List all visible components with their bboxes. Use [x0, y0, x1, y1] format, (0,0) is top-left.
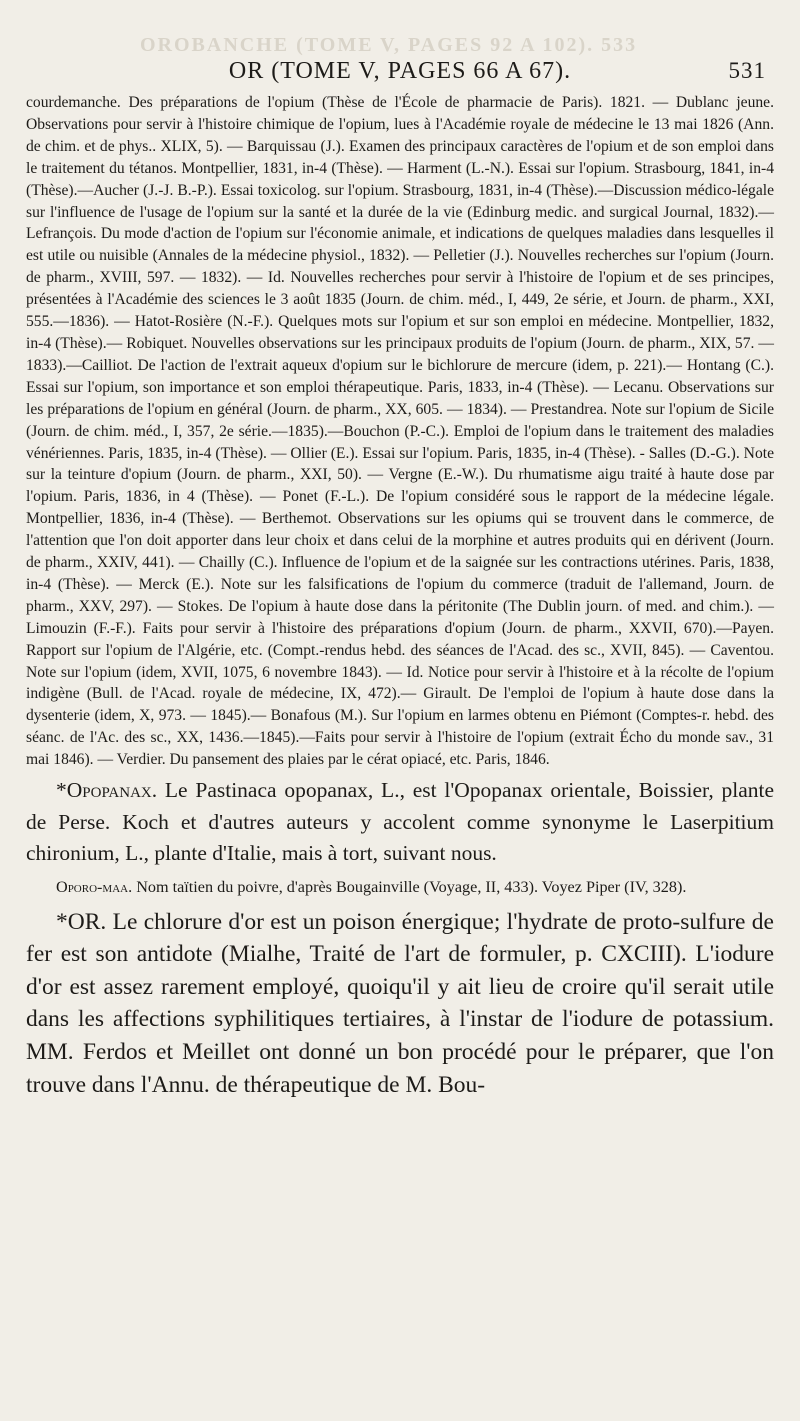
entry-text-opopanax: Le Pastinaca opopanax, L., est l'Opopanax orientale, Boissier, plante de Perse. Koch et d'autres auteurs y accolent comme synonyme le Laserpitium chironium, L., plante d'Italie, mais à tort, suivant nous.	[26, 778, 775, 866]
entry-head-or: *OR.	[56, 908, 107, 935]
entry-text-or: Le chlorure d'or est un poison énergique; l'hydrate de proto-sulfure de fer est son antidote (Mialhe, Traité de l'art de formuler, p. CXCIII). L'iodure d'or est assez rarement employé, quoiqu'il y ait lieu de croire qu'il serait utile dans les affections syphilitiques tertiaires, à l'instar de l'iodure de potassium. MM. Ferdos et Meillet ont donné un bon procédé pour le préparer, que l'on trouve dans l'Annu. de thérapeutique de M. Bou-	[26, 908, 774, 1098]
page-header	[26, 58, 774, 92]
entry-or	[26, 906, 774, 1102]
running-title: OR (TOME V, PAGES 66 A 67).	[228, 58, 572, 84]
entry-head-opopanax: *Opopanax.	[56, 778, 158, 803]
page-number: 531	[728, 58, 766, 83]
bleed-through-header: OROBANCHE (TOME V, PAGES 92 A 102). 533	[140, 34, 638, 56]
entry-text-oporo-maa: Nom taïtien du poivre, d'après Bougainville (Voyage, II, 433). Voyez Piper (IV, 328).	[136, 877, 687, 896]
bibliography-paragraph: courdemanche. Des préparations de l'opium (Thèse de l'École de pharmacie de Paris). 1821. — Dublanc jeune. Observations pour servir à l'histoire chimique de l'opium, lues à l'Académie royale de médecine le 13 mai 1826 (Ann. de chim. et de phys.. XLIX, 5). — Barquissau (J.). Examen des principaux caractères de l'opium et de son emploi dans le traitement du tétanos. Montpellier, 1831, in-4 (Thèse). — Harment (L.-N.). Essai sur l'opium. Strasbourg, 1841, in-4 (Thèse).—Aucher (J.-J. B.-P.). Essai toxicolog. sur l'opium. Strasbourg, 1831, in-4 (Thèse).—Discussion médico-légale sur l'influence de l'usage de l'opium sur la santé et la durée de la vie (Edinburg medic. and surgical Journal, 1832).— Lefrançois. Du mode d'action de l'opium sur l'économie animale, et indications de quelques maladies dans lesquelles il est utile ou nuisible (Annales de la médecine physiol., 1832). — Pelletier (J.). Nouvelles recherches sur l'opium (Journ. de pharm., XVIII, 597. — 1832). — Id. Nouvelles recherches pour servir à l'histoire de l'opium et de ses principes, présentées à l'Académie des sciences le 3 août 1835 (Journ. de chim. méd., I, 449, 2e série, et Journ. de pharm., XXI, 555.—1836). — Hatot-Rosière (N.-F.). Quelques mots sur l'opium et sur son emploi en médecine. Montpellier, 1832, in-4 (Thèse).— Robiquet. Nouvelles observations sur les principaux produits de l'opium (Journ. de pharm., XIX, 57. — 1833).—Cailliot. De l'action de l'extrait aqueux d'opium sur le bichlorure de mercure (idem, p. 221).— Hontang (C.). Essai sur l'opium, son importance et son emploi thérapeutique. Paris, 1833, in-4 (Thèse). — Lecanu. Observations sur les préparations de l'opium en général (Journ. de pharm., XX, 605. — 1834). — Prestandrea. Note sur l'opium de Sicile (Journ. de chim. méd., I, 357, 2e série.—1835).—Bouchon (P.-C.). Emploi de l'opium dans le traitement des maladies vénériennes. Paris, 1835, in-4 (Thèse). — Ollier (E.). Essai sur l'opium. Paris, 1835, in-4 (Thèse). - Salles (D.-G.). Note sur la teinture d'opium (Journ. de pharm., XXI, 50). — Vergne (E.-W.). Du rhumatisme aigu traité à haute dose par l'opium. Paris, 1836, in 4 (Thèse). — Ponet (F.-L.). De l'opium considéré sous le rapport de la médecine légale. Montpellier, 1836, in-4 (Thèse). — Berthemot. Observations sur les opiums qui se trouvent dans le commerce, de l'attention que l'on doit apporter dans leur choix et dans celui de la morphine et autres produits qui en dérivent (Journ. de pharm., XXIV, 441). — Chailly (C.). Influence de l'opium et de la saignée sur les contractions utérines. Paris, 1838, in-4 (Thèse). — Merck (E.). Note sur les falsifications de l'opium du commerce (traduit de l'allemand, Journ. de pharm., XXV, 297). — Stokes. De l'opium à haute dose dans la péritonite (The Dublin journ. of med. and chim.). — Limouzin (F.-F.). Faits pour servir à l'histoire des préparations d'opium (Journ. de pharm., XXVII, 670).—Payen. Rapport sur l'opium de l'Algérie, etc. (Compt.-rendus hebd. des séances de l'Acad. des sc., XVII, 845). — Caventou. Note sur l'opium (idem, XVII, 1075, 6 novembre 1843). — Id. Notice pour servir à l'histoire et à la récolte de l'opium indigène (Bull. de l'Acad. royale de médecine, IX, 472).— Girault. De l'emploi de l'opium à haute dose dans la dysenterie (idem, X, 973. — 1845).— Bonafous (M.). Sur l'opium en larmes obtenu en Piémont (Comptes-r. hebd. des séanc. de l'Ac. des sc., XX, 1436.—1845).—Faits pour servir à l'histoire de l'opium (extrait Écho du monde sav., 31 mai 1846). — Verdier. Du pansement des plaies par le cérat opiacé, etc. Paris, 1846.	[26, 94, 774, 769]
entry-head-oporo-maa: Oporo-maa.	[56, 877, 133, 896]
entry-opopanax	[26, 775, 774, 870]
entry-oporo-maa	[26, 876, 774, 898]
